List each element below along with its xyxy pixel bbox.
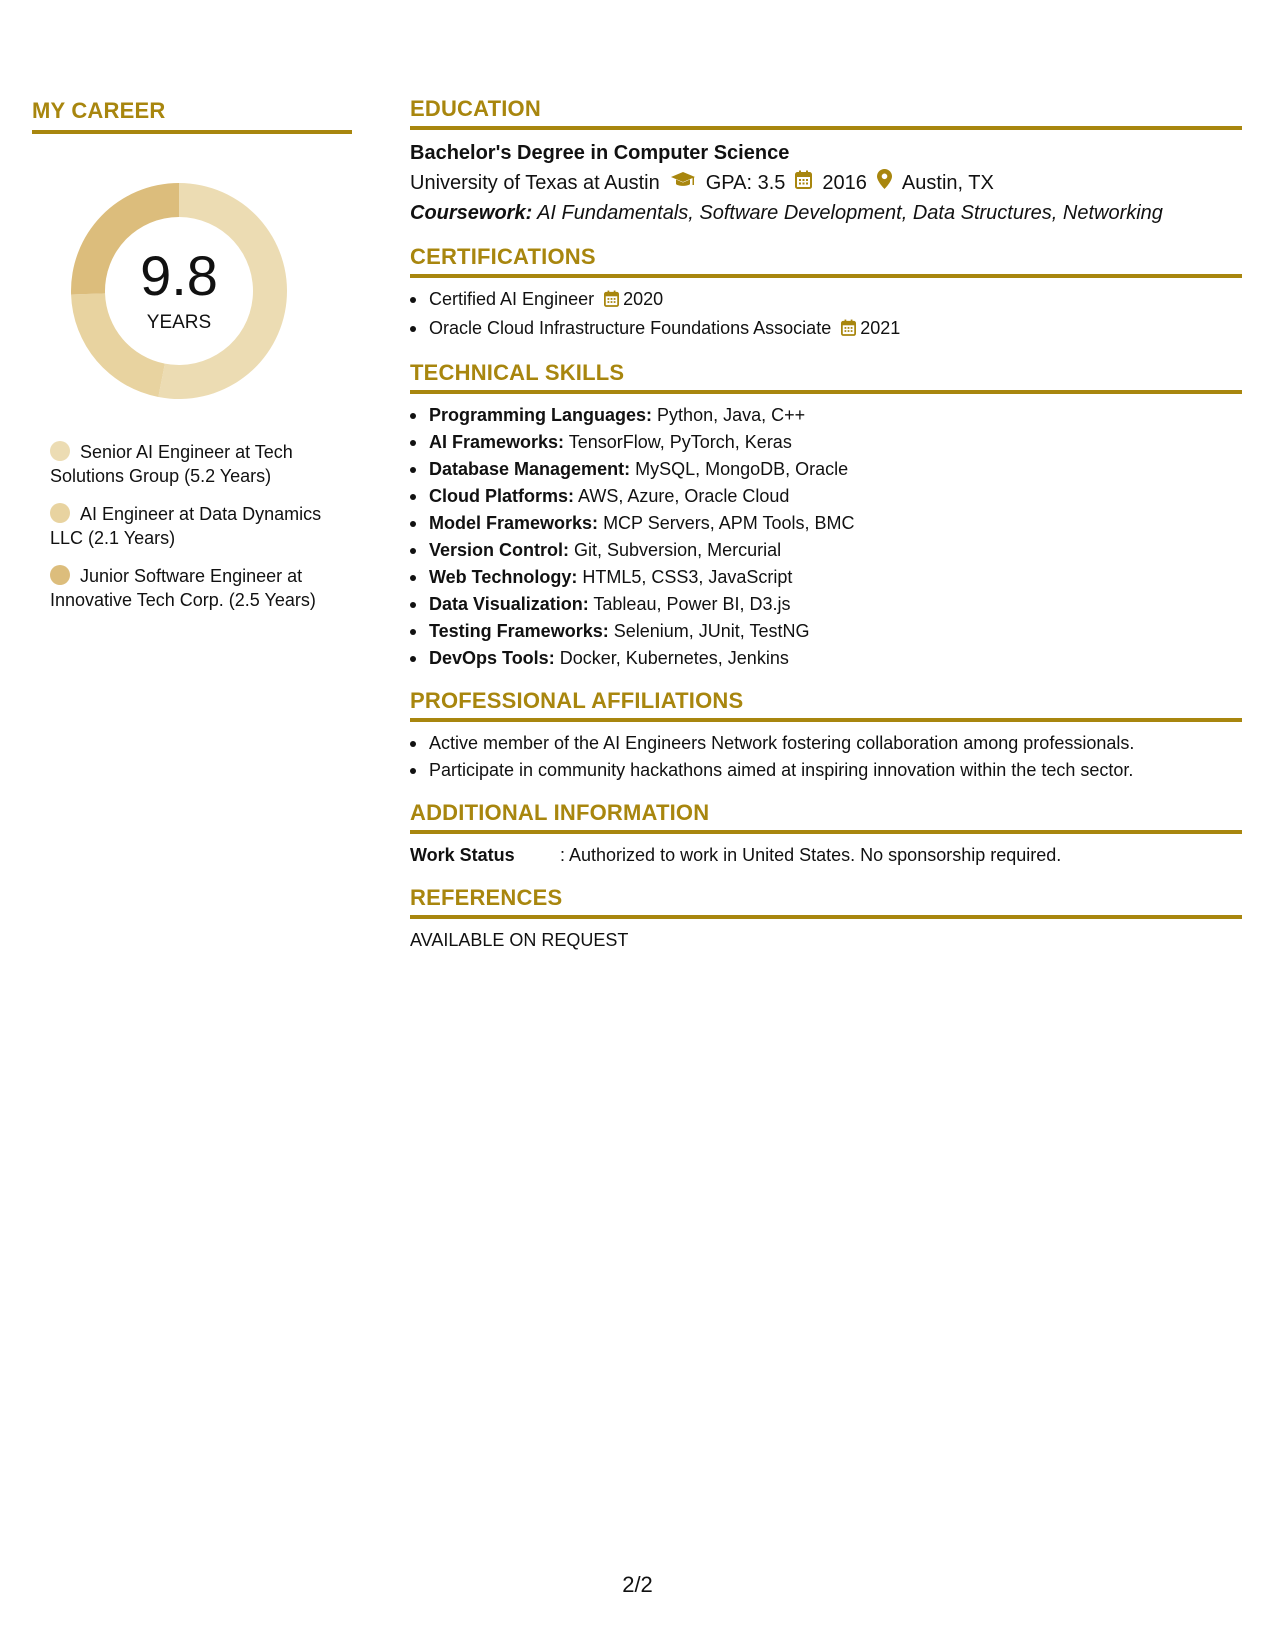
additional-heading: ADDITIONAL INFORMATION — [410, 800, 1242, 834]
skill-label: AI Frameworks: — [429, 432, 565, 452]
skill-label: DevOps Tools: — [429, 648, 555, 668]
affiliations-section — [410, 688, 1242, 784]
list-item — [410, 402, 1242, 429]
references-text: AVAILABLE ON REQUEST — [410, 930, 629, 950]
skill-label: Cloud Platforms: — [429, 486, 575, 506]
total-years-unit: YEARS — [146, 312, 212, 333]
education-heading: EDUCATION — [410, 96, 1242, 130]
donut-center — [64, 176, 294, 406]
career-donut-chart — [64, 176, 294, 406]
list-item — [410, 286, 1242, 315]
career-legend — [32, 440, 352, 612]
legend-label: Junior Software Engineer at Innovative Tech Corp. (2.5 Years) — [50, 566, 316, 610]
coursework-label: Coursework: — [410, 202, 533, 224]
legend-dot — [50, 503, 70, 523]
certification-year: 2021 — [860, 318, 901, 338]
list-item — [410, 315, 1242, 344]
list-item — [410, 618, 1242, 645]
skills-list — [410, 402, 1242, 672]
graduation-year: 2016 — [822, 172, 867, 194]
skill-value: Docker, Kubernetes, Jenkins — [559, 648, 789, 668]
skills-heading: TECHNICAL SKILLS — [410, 360, 1242, 394]
career-column — [32, 98, 352, 626]
skill-value: Git, Subversion, Mercurial — [574, 540, 782, 560]
list-item — [410, 591, 1242, 618]
additional-section — [410, 800, 1242, 869]
skill-value: Python, Java, C++ — [657, 405, 806, 425]
skill-value: Selenium, JUnit, TestNG — [613, 621, 810, 641]
list-item — [410, 564, 1242, 591]
coursework — [410, 198, 1242, 228]
education-section — [410, 96, 1242, 228]
legend-item — [50, 564, 352, 612]
references-heading: REFERENCES — [410, 885, 1242, 919]
skill-label: Model Frameworks: — [429, 513, 599, 533]
skills-section — [410, 360, 1242, 672]
skill-value: Tableau, Power BI, D3.js — [593, 594, 791, 614]
work-status-label: Work Status — [410, 845, 515, 865]
list-item — [410, 456, 1242, 483]
certifications-section — [410, 244, 1242, 344]
skill-value: AWS, Azure, Oracle Cloud — [578, 486, 790, 506]
certification-name: Oracle Cloud Infrastructure Foundations Associate — [429, 318, 832, 338]
skill-label: Version Control: — [429, 540, 570, 560]
certification-year: 2020 — [623, 289, 664, 309]
main-column — [410, 96, 1242, 970]
legend-label: AI Engineer at Data Dynamics LLC (2.1 Years) — [50, 504, 322, 548]
skill-value: MCP Servers, APM Tools, BMC — [603, 513, 855, 533]
calendar-icon — [841, 317, 856, 344]
skill-label: Data Visualization: — [429, 594, 589, 614]
degree-title: Bachelor's Degree in Computer Science — [410, 142, 790, 164]
list-item — [410, 645, 1242, 672]
list-item: Participate in community hackathons aimed at inspiring innovation within the tech sector. — [410, 757, 1242, 784]
total-years-value: 9.8 — [140, 244, 218, 307]
skill-value: MySQL, MongoDB, Oracle — [635, 459, 849, 479]
references-section — [410, 885, 1242, 954]
work-status-value: : Authorized to work in United States. No sponsorship required. — [560, 845, 1062, 865]
skill-label: Web Technology: — [429, 567, 578, 587]
skill-label: Programming Languages: — [429, 405, 653, 425]
legend-label: Senior AI Engineer at Tech Solutions Group (5.2 Years) — [50, 442, 293, 486]
coursework-list: AI Fundamentals, Software Development, Data Structures, Networking — [537, 202, 1163, 224]
certification-name: Certified AI Engineer — [429, 289, 595, 309]
education-details — [410, 168, 1242, 198]
calendar-icon — [604, 288, 619, 315]
list-item — [410, 483, 1242, 510]
skill-value: TensorFlow, PyTorch, Keras — [568, 432, 792, 452]
legend-item — [50, 502, 352, 550]
legend-dot — [50, 441, 70, 461]
page-number: 2/2 — [622, 1572, 653, 1597]
certifications-heading: CERTIFICATIONS — [410, 244, 1242, 278]
education-location: Austin, TX — [901, 172, 994, 194]
certifications-list — [410, 286, 1242, 344]
list-item — [410, 510, 1242, 537]
list-item: Active member of the AI Engineers Network fostering collaboration among professionals. — [410, 730, 1242, 757]
skill-label: Database Management: — [429, 459, 631, 479]
career-heading: MY CAREER — [32, 98, 352, 134]
affiliations-list — [410, 730, 1242, 784]
skill-label: Testing Frameworks: — [429, 621, 609, 641]
affiliations-heading: PROFESSIONAL AFFILIATIONS — [410, 688, 1242, 722]
list-item — [410, 429, 1242, 456]
work-status-row — [410, 842, 1242, 869]
calendar-icon — [795, 168, 812, 198]
legend-item — [50, 440, 352, 488]
graduation-cap-icon — [670, 168, 696, 198]
list-item — [410, 537, 1242, 564]
legend-dot — [50, 565, 70, 585]
skill-value: HTML5, CSS3, JavaScript — [582, 567, 793, 587]
gpa: GPA: 3.5 — [705, 172, 786, 194]
school-name: University of Texas at Austin — [410, 172, 660, 194]
location-pin-icon — [877, 168, 892, 198]
